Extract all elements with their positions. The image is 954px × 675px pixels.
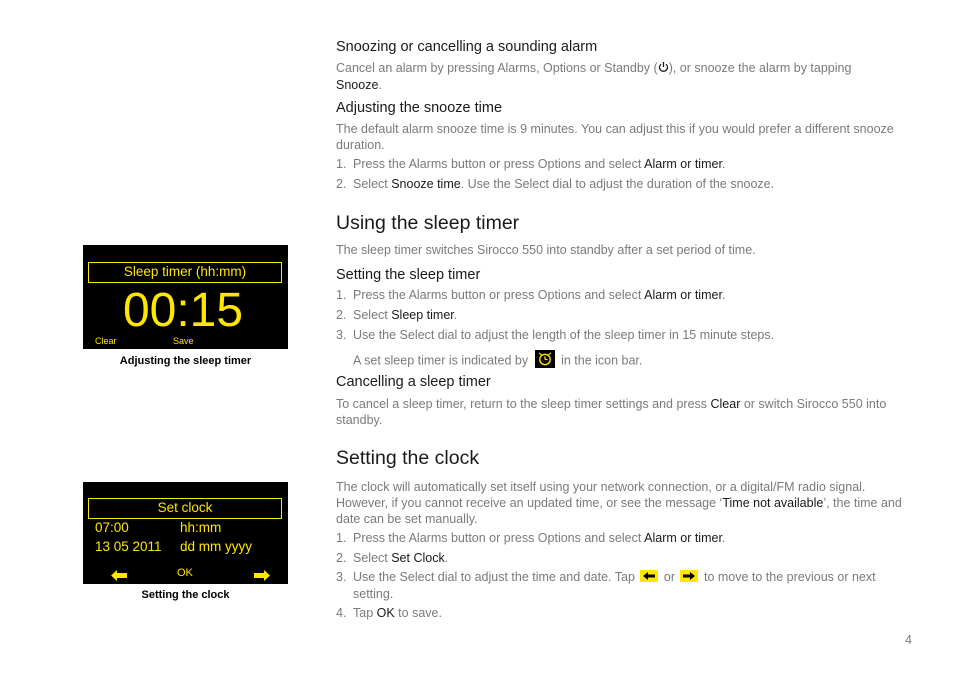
sleep-timer-title: Sleep timer (hh:mm) (123, 264, 247, 279)
list-text: Press the Alarms button or press Options and select (353, 531, 645, 545)
list-text: Tap (353, 606, 377, 620)
list-emphasis: OK (376, 606, 395, 620)
set-clock-title: Set clock (157, 500, 213, 515)
list-emphasis: Alarm or timer (644, 157, 722, 171)
set-clock-screen (83, 482, 288, 584)
sleep-timer-note (353, 350, 642, 372)
list-text: Select (353, 308, 392, 322)
list-text-end: . (721, 531, 726, 545)
list-text: Use the Select dial to adjust the length of the sleep timer in 15 minute steps. (353, 328, 775, 342)
sleep-timer-screen (83, 245, 288, 349)
list-emphasis: Alarm or timer (644, 288, 722, 302)
list-text-b: to move to the previous or next (703, 570, 876, 584)
list-number: 3. (336, 328, 347, 342)
list-emphasis: Snooze time (391, 177, 461, 191)
list-number: 4. (336, 606, 347, 620)
clear-softkey[interactable]: Clear (95, 336, 117, 346)
snoozing-text-snooze: Snooze (336, 77, 379, 92)
date-format: dd mm yyyy (180, 539, 253, 554)
list-emphasis: Sleep timer (391, 308, 454, 322)
clock-intro-a: The clock will automatically set itself using your network connection, or a digital/FM radio signal. However, if you cannot receive an updated time, or see the message ‘ (336, 480, 866, 510)
cancel-text-a: To cancel a sleep timer, return to the sleep timer settings and press (336, 397, 711, 411)
setting-clock-heading: Setting the clock (336, 447, 480, 469)
list-number: 2. (336, 177, 347, 191)
list-emphasis: Alarm or timer (644, 531, 722, 545)
list-number: 3. (336, 570, 347, 584)
sleep-timer-icon (535, 350, 555, 372)
set-clock-caption: Setting the clock (141, 589, 230, 601)
snooze-time-paragraph: The default alarm snooze time is 9 minutes. You can adjust this if you would prefer a different snooze duration. (336, 122, 894, 152)
right-arrow-icon[interactable] (254, 568, 270, 586)
list-text-c: setting. (353, 586, 394, 601)
sleep-timer-intro: The sleep timer switches Sirocco 550 into standby after a set period of time. (336, 243, 756, 257)
list-emphasis: Set Clock (391, 551, 445, 565)
list-text: Use the Select dial to adjust the time and date. Tap (353, 570, 635, 584)
date-value: 13 05 2011 (95, 539, 162, 554)
clock-intro-message: Time not available (722, 496, 824, 510)
snoozing-heading: Snoozing or cancelling a sounding alarm (336, 39, 598, 55)
page-number: 4 (905, 633, 912, 647)
list-text: Select (353, 177, 392, 191)
list-text-end: . Use the Select dial to adjust the duration of the snooze. (460, 177, 775, 191)
list-number: 1. (336, 288, 347, 302)
cancel-text-clear: Clear (710, 397, 741, 411)
cancel-text-c: or switch Sirocco 550 into standby. (336, 397, 887, 427)
list-text-end: to save. (394, 606, 442, 620)
save-softkey[interactable]: Save (173, 336, 194, 346)
snoozing-text-a: Cancel an alarm by pressing Alarms, Options or Standby ( (336, 61, 658, 75)
ok-softkey[interactable]: OK (177, 567, 193, 579)
right-arrow-icon (680, 570, 698, 586)
note-text-b: in the icon bar. (561, 353, 643, 368)
snoozing-text-d: . (378, 77, 382, 92)
list-number: 1. (336, 531, 347, 545)
left-arrow-icon (640, 570, 658, 586)
list-text-end: . (721, 157, 726, 171)
standby-icon (658, 61, 669, 77)
clock-intro (336, 479, 918, 527)
list-text: Press the Alarms button or press Options and select (353, 288, 645, 302)
cancelling-sleep-timer-heading: Cancelling a sleep timer (336, 374, 491, 390)
time-value: 07:00 (95, 520, 129, 535)
sleep-timer-caption: Adjusting the sleep timer (119, 355, 252, 367)
snoozing-text-b: ), or snooze the alarm by tapping (668, 61, 852, 75)
list-text-end: . (721, 288, 726, 302)
sleep-timer-heading: Using the sleep timer (336, 212, 520, 234)
list-text: Select (353, 551, 392, 565)
note-text-a: A set sleep timer is indicated by (353, 353, 529, 368)
list-text-or: or (663, 570, 675, 584)
clock-intro-c: ’, the time and date can be set manually. (336, 496, 902, 526)
list-number: 2. (336, 551, 347, 565)
cancel-paragraph (336, 396, 906, 428)
snooze-time-heading: Adjusting the snooze time (336, 100, 503, 116)
list-number: 2. (336, 308, 347, 322)
list-text-end: . (444, 551, 449, 565)
list-number: 1. (336, 157, 347, 171)
setting-sleep-timer-heading: Setting the sleep timer (336, 267, 481, 283)
snoozing-paragraph (336, 60, 926, 93)
sleep-timer-value: 00:15 (122, 284, 244, 337)
list-text: Press the Alarms button or press Options and select (353, 157, 645, 171)
list-text-end: . (453, 308, 458, 322)
left-arrow-icon[interactable] (111, 568, 127, 586)
time-format: hh:mm (180, 520, 222, 535)
